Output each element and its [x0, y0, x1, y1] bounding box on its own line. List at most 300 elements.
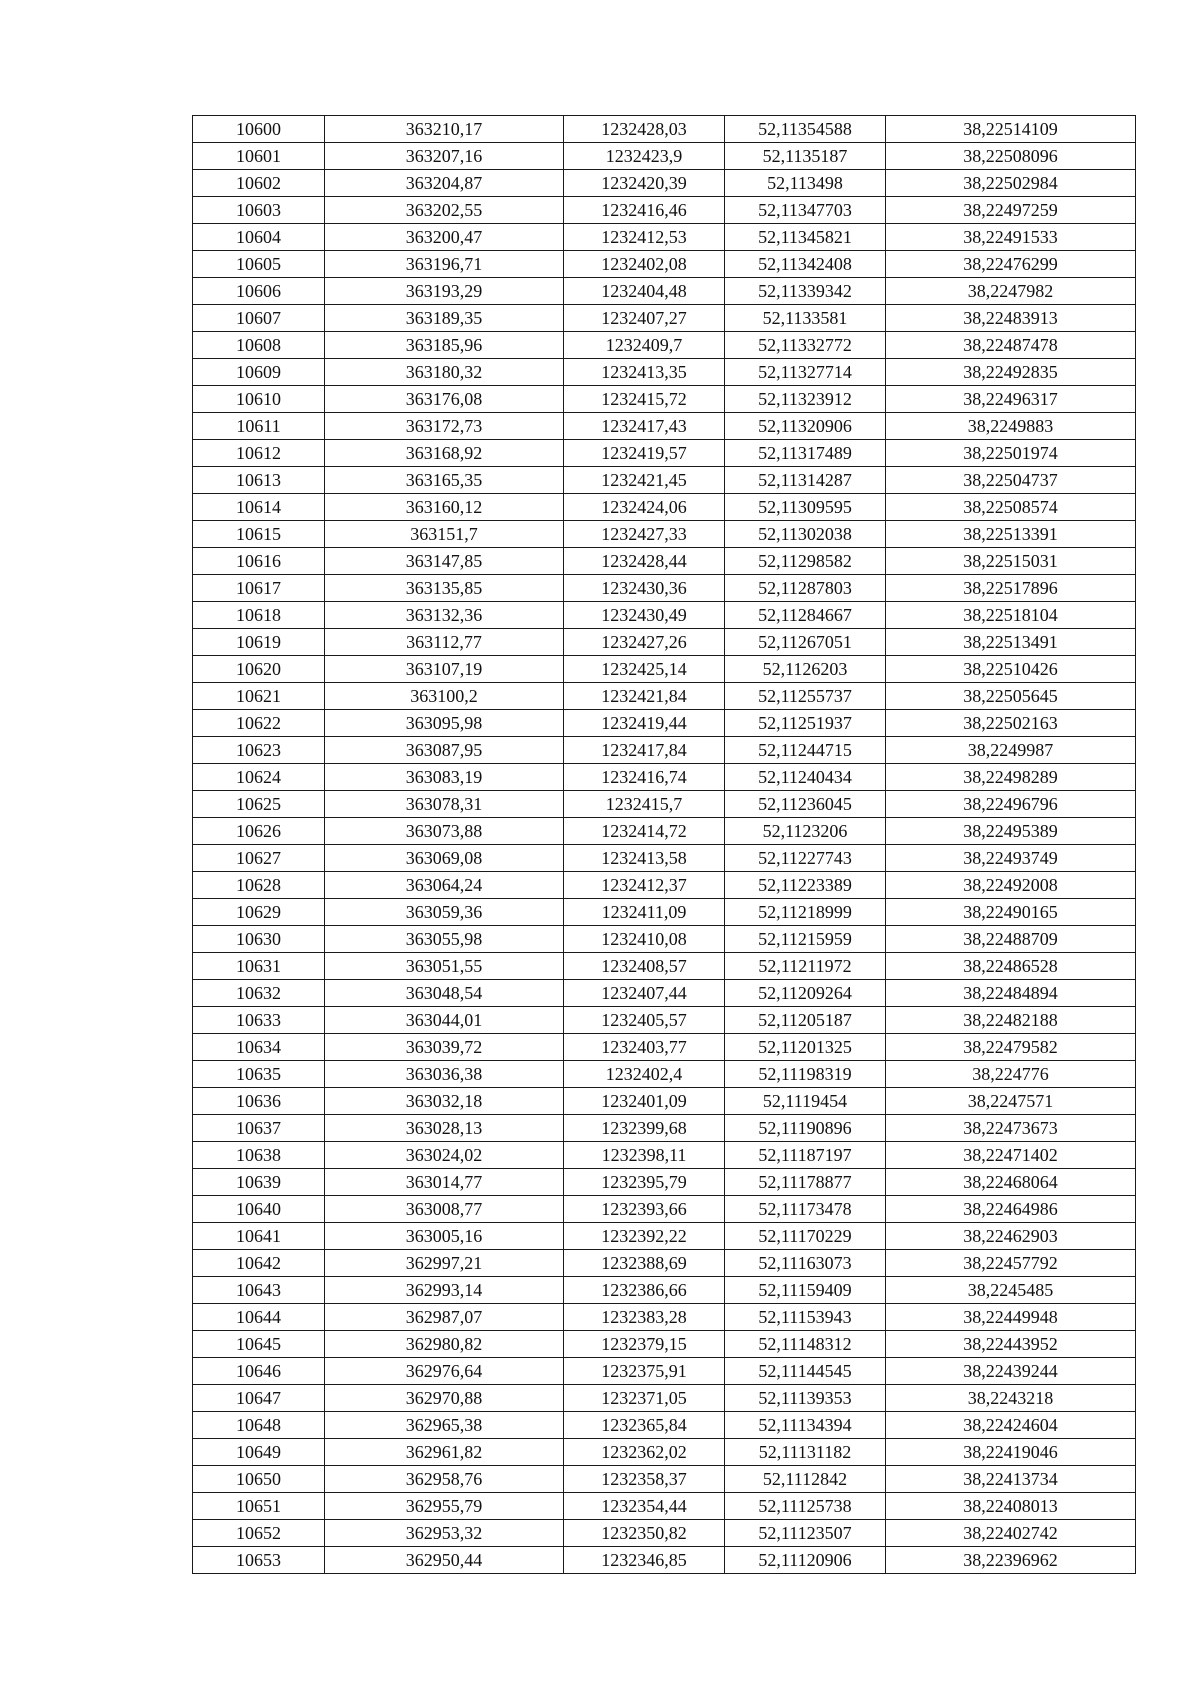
- latitude-cell: 52,1133581: [725, 305, 886, 332]
- y-coordinate-cell: 1232409,7: [564, 332, 725, 359]
- y-coordinate-cell: 1232386,66: [564, 1277, 725, 1304]
- longitude-cell: 38,22483913: [886, 305, 1136, 332]
- table-row: [193, 1358, 1136, 1385]
- point-number-cell: 10614: [193, 494, 325, 521]
- latitude-cell: 52,11173478: [725, 1196, 886, 1223]
- latitude-cell: 52,11244715: [725, 737, 886, 764]
- latitude-cell: 52,11227743: [725, 845, 886, 872]
- point-number-cell: 10634: [193, 1034, 325, 1061]
- longitude-cell: 38,22443952: [886, 1331, 1136, 1358]
- x-coordinate-cell: 362997,21: [325, 1250, 564, 1277]
- x-coordinate-cell: 362980,82: [325, 1331, 564, 1358]
- table-row: [193, 305, 1136, 332]
- point-number-cell: 10652: [193, 1520, 325, 1547]
- point-number-cell: 10619: [193, 629, 325, 656]
- longitude-cell: 38,22490165: [886, 899, 1136, 926]
- table-row: [193, 1304, 1136, 1331]
- y-coordinate-cell: 1232415,7: [564, 791, 725, 818]
- y-coordinate-cell: 1232414,72: [564, 818, 725, 845]
- latitude-cell: 52,11170229: [725, 1223, 886, 1250]
- longitude-cell: 38,22439244: [886, 1358, 1136, 1385]
- longitude-cell: 38,22496796: [886, 791, 1136, 818]
- table-row: [193, 575, 1136, 602]
- x-coordinate-cell: 363024,02: [325, 1142, 564, 1169]
- latitude-cell: 52,11198319: [725, 1061, 886, 1088]
- table-row: [193, 1169, 1136, 1196]
- point-number-cell: 10649: [193, 1439, 325, 1466]
- x-coordinate-cell: 363069,08: [325, 845, 564, 872]
- point-number-cell: 10611: [193, 413, 325, 440]
- point-number-cell: 10636: [193, 1088, 325, 1115]
- longitude-cell: 38,22488709: [886, 926, 1136, 953]
- latitude-cell: 52,11345821: [725, 224, 886, 251]
- table-row: [193, 170, 1136, 197]
- table-row: [193, 440, 1136, 467]
- x-coordinate-cell: 363087,95: [325, 737, 564, 764]
- longitude-cell: 38,2247982: [886, 278, 1136, 305]
- x-coordinate-cell: 363176,08: [325, 386, 564, 413]
- latitude-cell: 52,11284667: [725, 602, 886, 629]
- y-coordinate-cell: 1232413,35: [564, 359, 725, 386]
- point-number-cell: 10602: [193, 170, 325, 197]
- latitude-cell: 52,11131182: [725, 1439, 886, 1466]
- y-coordinate-cell: 1232419,57: [564, 440, 725, 467]
- table-row: [193, 737, 1136, 764]
- longitude-cell: 38,22508096: [886, 143, 1136, 170]
- y-coordinate-cell: 1232358,37: [564, 1466, 725, 1493]
- longitude-cell: 38,22492008: [886, 872, 1136, 899]
- y-coordinate-cell: 1232416,46: [564, 197, 725, 224]
- latitude-cell: 52,11342408: [725, 251, 886, 278]
- point-number-cell: 10644: [193, 1304, 325, 1331]
- longitude-cell: 38,22476299: [886, 251, 1136, 278]
- x-coordinate-cell: 362953,32: [325, 1520, 564, 1547]
- table-row: [193, 1196, 1136, 1223]
- latitude-cell: 52,11347703: [725, 197, 886, 224]
- table-row: [193, 1385, 1136, 1412]
- point-number-cell: 10629: [193, 899, 325, 926]
- table-row: [193, 1088, 1136, 1115]
- table-row: [193, 791, 1136, 818]
- latitude-cell: 52,11209264: [725, 980, 886, 1007]
- x-coordinate-cell: 363107,19: [325, 656, 564, 683]
- longitude-cell: 38,22462903: [886, 1223, 1136, 1250]
- longitude-cell: 38,22396962: [886, 1547, 1136, 1574]
- point-number-cell: 10646: [193, 1358, 325, 1385]
- point-number-cell: 10607: [193, 305, 325, 332]
- latitude-cell: 52,11205187: [725, 1007, 886, 1034]
- latitude-cell: 52,11125738: [725, 1493, 886, 1520]
- y-coordinate-cell: 1232430,36: [564, 575, 725, 602]
- point-number-cell: 10622: [193, 710, 325, 737]
- y-coordinate-cell: 1232398,11: [564, 1142, 725, 1169]
- latitude-cell: 52,11215959: [725, 926, 886, 953]
- point-number-cell: 10609: [193, 359, 325, 386]
- point-number-cell: 10645: [193, 1331, 325, 1358]
- x-coordinate-cell: 363151,7: [325, 521, 564, 548]
- point-number-cell: 10621: [193, 683, 325, 710]
- x-coordinate-cell: 363200,47: [325, 224, 564, 251]
- longitude-cell: 38,2249987: [886, 737, 1136, 764]
- point-number-cell: 10626: [193, 818, 325, 845]
- y-coordinate-cell: 1232420,39: [564, 170, 725, 197]
- point-number-cell: 10628: [193, 872, 325, 899]
- table-row: [193, 521, 1136, 548]
- x-coordinate-cell: 363008,77: [325, 1196, 564, 1223]
- x-coordinate-cell: 363055,98: [325, 926, 564, 953]
- y-coordinate-cell: 1232423,9: [564, 143, 725, 170]
- y-coordinate-cell: 1232425,14: [564, 656, 725, 683]
- longitude-cell: 38,22518104: [886, 602, 1136, 629]
- latitude-cell: 52,1123206: [725, 818, 886, 845]
- longitude-cell: 38,22468064: [886, 1169, 1136, 1196]
- latitude-cell: 52,11240434: [725, 764, 886, 791]
- latitude-cell: 52,11332772: [725, 332, 886, 359]
- longitude-cell: 38,22498289: [886, 764, 1136, 791]
- table-row: [193, 251, 1136, 278]
- longitude-cell: 38,22492835: [886, 359, 1136, 386]
- table-row: [193, 953, 1136, 980]
- table-row: [193, 143, 1136, 170]
- longitude-cell: 38,22502984: [886, 170, 1136, 197]
- point-number-cell: 10650: [193, 1466, 325, 1493]
- table-row: [193, 116, 1136, 143]
- y-coordinate-cell: 1232403,77: [564, 1034, 725, 1061]
- longitude-cell: 38,22457792: [886, 1250, 1136, 1277]
- longitude-cell: 38,22504737: [886, 467, 1136, 494]
- y-coordinate-cell: 1232399,68: [564, 1115, 725, 1142]
- y-coordinate-cell: 1232421,84: [564, 683, 725, 710]
- point-number-cell: 10640: [193, 1196, 325, 1223]
- longitude-cell: 38,22479582: [886, 1034, 1136, 1061]
- x-coordinate-cell: 363147,85: [325, 548, 564, 575]
- latitude-cell: 52,11320906: [725, 413, 886, 440]
- x-coordinate-cell: 363185,96: [325, 332, 564, 359]
- y-coordinate-cell: 1232413,58: [564, 845, 725, 872]
- table-row: [193, 1547, 1136, 1574]
- point-number-cell: 10630: [193, 926, 325, 953]
- table-row: [193, 332, 1136, 359]
- y-coordinate-cell: 1232410,08: [564, 926, 725, 953]
- table-row: [193, 602, 1136, 629]
- table-row: [193, 683, 1136, 710]
- table-row: [193, 1439, 1136, 1466]
- x-coordinate-cell: 363132,36: [325, 602, 564, 629]
- latitude-cell: 52,1135187: [725, 143, 886, 170]
- x-coordinate-cell: 363112,77: [325, 629, 564, 656]
- point-number-cell: 10642: [193, 1250, 325, 1277]
- x-coordinate-cell: 363165,35: [325, 467, 564, 494]
- table-row: [193, 386, 1136, 413]
- point-number-cell: 10601: [193, 143, 325, 170]
- latitude-cell: 52,11317489: [725, 440, 886, 467]
- longitude-cell: 38,22493749: [886, 845, 1136, 872]
- longitude-cell: 38,22482188: [886, 1007, 1136, 1034]
- longitude-cell: 38,22515031: [886, 548, 1136, 575]
- y-coordinate-cell: 1232408,57: [564, 953, 725, 980]
- point-number-cell: 10606: [193, 278, 325, 305]
- y-coordinate-cell: 1232379,15: [564, 1331, 725, 1358]
- longitude-cell: 38,22508574: [886, 494, 1136, 521]
- latitude-cell: 52,1126203: [725, 656, 886, 683]
- y-coordinate-cell: 1232392,22: [564, 1223, 725, 1250]
- latitude-cell: 52,11314287: [725, 467, 886, 494]
- table-row: [193, 1331, 1136, 1358]
- table-row: [193, 359, 1136, 386]
- latitude-cell: 52,11218999: [725, 899, 886, 926]
- longitude-cell: 38,2249883: [886, 413, 1136, 440]
- y-coordinate-cell: 1232393,66: [564, 1196, 725, 1223]
- point-number-cell: 10610: [193, 386, 325, 413]
- latitude-cell: 52,11153943: [725, 1304, 886, 1331]
- x-coordinate-cell: 362970,88: [325, 1385, 564, 1412]
- latitude-cell: 52,11327714: [725, 359, 886, 386]
- point-number-cell: 10613: [193, 467, 325, 494]
- table-row: [193, 710, 1136, 737]
- point-number-cell: 10639: [193, 1169, 325, 1196]
- y-coordinate-cell: 1232365,84: [564, 1412, 725, 1439]
- table-row: [193, 1412, 1136, 1439]
- table-row: [193, 764, 1136, 791]
- x-coordinate-cell: 363064,24: [325, 872, 564, 899]
- table-row: [193, 1142, 1136, 1169]
- point-number-cell: 10623: [193, 737, 325, 764]
- latitude-cell: 52,11123507: [725, 1520, 886, 1547]
- table-row: [193, 1034, 1136, 1061]
- y-coordinate-cell: 1232412,37: [564, 872, 725, 899]
- x-coordinate-cell: 363204,87: [325, 170, 564, 197]
- y-coordinate-cell: 1232421,45: [564, 467, 725, 494]
- table-row: [193, 818, 1136, 845]
- longitude-cell: 38,22402742: [886, 1520, 1136, 1547]
- table-row: [193, 1277, 1136, 1304]
- point-number-cell: 10624: [193, 764, 325, 791]
- point-number-cell: 10616: [193, 548, 325, 575]
- latitude-cell: 52,11255737: [725, 683, 886, 710]
- y-coordinate-cell: 1232371,05: [564, 1385, 725, 1412]
- latitude-cell: 52,11211972: [725, 953, 886, 980]
- latitude-cell: 52,11236045: [725, 791, 886, 818]
- latitude-cell: 52,11267051: [725, 629, 886, 656]
- x-coordinate-cell: 363193,29: [325, 278, 564, 305]
- longitude-cell: 38,22424604: [886, 1412, 1136, 1439]
- x-coordinate-cell: 363160,12: [325, 494, 564, 521]
- y-coordinate-cell: 1232407,44: [564, 980, 725, 1007]
- longitude-cell: 38,22473673: [886, 1115, 1136, 1142]
- coordinates-table-body: [193, 116, 1136, 1574]
- x-coordinate-cell: 363028,13: [325, 1115, 564, 1142]
- point-number-cell: 10633: [193, 1007, 325, 1034]
- y-coordinate-cell: 1232402,08: [564, 251, 725, 278]
- x-coordinate-cell: 362950,44: [325, 1547, 564, 1574]
- table-row: [193, 413, 1136, 440]
- y-coordinate-cell: 1232411,09: [564, 899, 725, 926]
- y-coordinate-cell: 1232427,26: [564, 629, 725, 656]
- x-coordinate-cell: 363044,01: [325, 1007, 564, 1034]
- point-number-cell: 10641: [193, 1223, 325, 1250]
- point-number-cell: 10605: [193, 251, 325, 278]
- table-row: [193, 548, 1136, 575]
- table-row: [193, 1223, 1136, 1250]
- x-coordinate-cell: 363083,19: [325, 764, 564, 791]
- x-coordinate-cell: 363048,54: [325, 980, 564, 1007]
- latitude-cell: 52,1112842: [725, 1466, 886, 1493]
- y-coordinate-cell: 1232350,82: [564, 1520, 725, 1547]
- x-coordinate-cell: 362993,14: [325, 1277, 564, 1304]
- y-coordinate-cell: 1232404,48: [564, 278, 725, 305]
- x-coordinate-cell: 363095,98: [325, 710, 564, 737]
- table-row: [193, 224, 1136, 251]
- point-number-cell: 10635: [193, 1061, 325, 1088]
- longitude-cell: 38,22419046: [886, 1439, 1136, 1466]
- point-number-cell: 10604: [193, 224, 325, 251]
- longitude-cell: 38,22486528: [886, 953, 1136, 980]
- point-number-cell: 10615: [193, 521, 325, 548]
- x-coordinate-cell: 363135,85: [325, 575, 564, 602]
- x-coordinate-cell: 363168,92: [325, 440, 564, 467]
- point-number-cell: 10638: [193, 1142, 325, 1169]
- x-coordinate-cell: 363036,38: [325, 1061, 564, 1088]
- table-row: [193, 467, 1136, 494]
- latitude-cell: 52,11148312: [725, 1331, 886, 1358]
- latitude-cell: 52,11201325: [725, 1034, 886, 1061]
- x-coordinate-cell: 363032,18: [325, 1088, 564, 1115]
- table-row: [193, 1466, 1136, 1493]
- longitude-cell: 38,22502163: [886, 710, 1136, 737]
- x-coordinate-cell: 363014,77: [325, 1169, 564, 1196]
- x-coordinate-cell: 363005,16: [325, 1223, 564, 1250]
- x-coordinate-cell: 362961,82: [325, 1439, 564, 1466]
- table-row: [193, 1250, 1136, 1277]
- y-coordinate-cell: 1232427,33: [564, 521, 725, 548]
- latitude-cell: 52,11190896: [725, 1115, 886, 1142]
- table-row: [193, 197, 1136, 224]
- longitude-cell: 38,22491533: [886, 224, 1136, 251]
- x-coordinate-cell: 362976,64: [325, 1358, 564, 1385]
- y-coordinate-cell: 1232424,06: [564, 494, 725, 521]
- y-coordinate-cell: 1232362,02: [564, 1439, 725, 1466]
- longitude-cell: 38,22514109: [886, 116, 1136, 143]
- longitude-cell: 38,22513391: [886, 521, 1136, 548]
- latitude-cell: 52,11323912: [725, 386, 886, 413]
- point-number-cell: 10647: [193, 1385, 325, 1412]
- longitude-cell: 38,22496317: [886, 386, 1136, 413]
- longitude-cell: 38,2247571: [886, 1088, 1136, 1115]
- point-number-cell: 10617: [193, 575, 325, 602]
- longitude-cell: 38,22517896: [886, 575, 1136, 602]
- point-number-cell: 10618: [193, 602, 325, 629]
- longitude-cell: 38,22510426: [886, 656, 1136, 683]
- longitude-cell: 38,22501974: [886, 440, 1136, 467]
- y-coordinate-cell: 1232388,69: [564, 1250, 725, 1277]
- point-number-cell: 10643: [193, 1277, 325, 1304]
- x-coordinate-cell: 363078,31: [325, 791, 564, 818]
- longitude-cell: 38,22505645: [886, 683, 1136, 710]
- x-coordinate-cell: 363189,35: [325, 305, 564, 332]
- table-row: [193, 1061, 1136, 1088]
- longitude-cell: 38,22408013: [886, 1493, 1136, 1520]
- x-coordinate-cell: 362955,79: [325, 1493, 564, 1520]
- point-number-cell: 10651: [193, 1493, 325, 1520]
- point-number-cell: 10600: [193, 116, 325, 143]
- latitude-cell: 52,11298582: [725, 548, 886, 575]
- y-coordinate-cell: 1232395,79: [564, 1169, 725, 1196]
- longitude-cell: 38,22449948: [886, 1304, 1136, 1331]
- latitude-cell: 52,11339342: [725, 278, 886, 305]
- y-coordinate-cell: 1232415,72: [564, 386, 725, 413]
- point-number-cell: 10627: [193, 845, 325, 872]
- y-coordinate-cell: 1232412,53: [564, 224, 725, 251]
- y-coordinate-cell: 1232417,84: [564, 737, 725, 764]
- y-coordinate-cell: 1232419,44: [564, 710, 725, 737]
- y-coordinate-cell: 1232354,44: [564, 1493, 725, 1520]
- x-coordinate-cell: 363196,71: [325, 251, 564, 278]
- table-row: [193, 1115, 1136, 1142]
- x-coordinate-cell: 363100,2: [325, 683, 564, 710]
- longitude-cell: 38,2245485: [886, 1277, 1136, 1304]
- latitude-cell: 52,11187197: [725, 1142, 886, 1169]
- latitude-cell: 52,11134394: [725, 1412, 886, 1439]
- latitude-cell: 52,11302038: [725, 521, 886, 548]
- x-coordinate-cell: 362958,76: [325, 1466, 564, 1493]
- y-coordinate-cell: 1232375,91: [564, 1358, 725, 1385]
- x-coordinate-cell: 363202,55: [325, 197, 564, 224]
- table-row: [193, 278, 1136, 305]
- table-row: [193, 980, 1136, 1007]
- table-row: [193, 656, 1136, 683]
- latitude-cell: 52,113498: [725, 170, 886, 197]
- point-number-cell: 10612: [193, 440, 325, 467]
- latitude-cell: 52,11163073: [725, 1250, 886, 1277]
- latitude-cell: 52,11309595: [725, 494, 886, 521]
- table-row: [193, 926, 1136, 953]
- x-coordinate-cell: 363073,88: [325, 818, 564, 845]
- point-number-cell: 10608: [193, 332, 325, 359]
- point-number-cell: 10603: [193, 197, 325, 224]
- longitude-cell: 38,22495389: [886, 818, 1136, 845]
- x-coordinate-cell: 363210,17: [325, 116, 564, 143]
- latitude-cell: 52,11144545: [725, 1358, 886, 1385]
- x-coordinate-cell: 363059,36: [325, 899, 564, 926]
- point-number-cell: 10648: [193, 1412, 325, 1439]
- longitude-cell: 38,22464986: [886, 1196, 1136, 1223]
- latitude-cell: 52,11139353: [725, 1385, 886, 1412]
- point-number-cell: 10637: [193, 1115, 325, 1142]
- x-coordinate-cell: 362987,07: [325, 1304, 564, 1331]
- latitude-cell: 52,11120906: [725, 1547, 886, 1574]
- latitude-cell: 52,1119454: [725, 1088, 886, 1115]
- longitude-cell: 38,22484894: [886, 980, 1136, 1007]
- y-coordinate-cell: 1232430,49: [564, 602, 725, 629]
- table-row: [193, 629, 1136, 656]
- x-coordinate-cell: 362965,38: [325, 1412, 564, 1439]
- latitude-cell: 52,11159409: [725, 1277, 886, 1304]
- table-row: [193, 1520, 1136, 1547]
- point-number-cell: 10631: [193, 953, 325, 980]
- x-coordinate-cell: 363180,32: [325, 359, 564, 386]
- point-number-cell: 10625: [193, 791, 325, 818]
- x-coordinate-cell: 363039,72: [325, 1034, 564, 1061]
- table-row: [193, 1493, 1136, 1520]
- table-row: [193, 899, 1136, 926]
- y-coordinate-cell: 1232428,03: [564, 116, 725, 143]
- point-number-cell: 10632: [193, 980, 325, 1007]
- longitude-cell: 38,224776: [886, 1061, 1136, 1088]
- coordinates-table: [192, 115, 1136, 1574]
- longitude-cell: 38,22497259: [886, 197, 1136, 224]
- point-number-cell: 10653: [193, 1547, 325, 1574]
- x-coordinate-cell: 363051,55: [325, 953, 564, 980]
